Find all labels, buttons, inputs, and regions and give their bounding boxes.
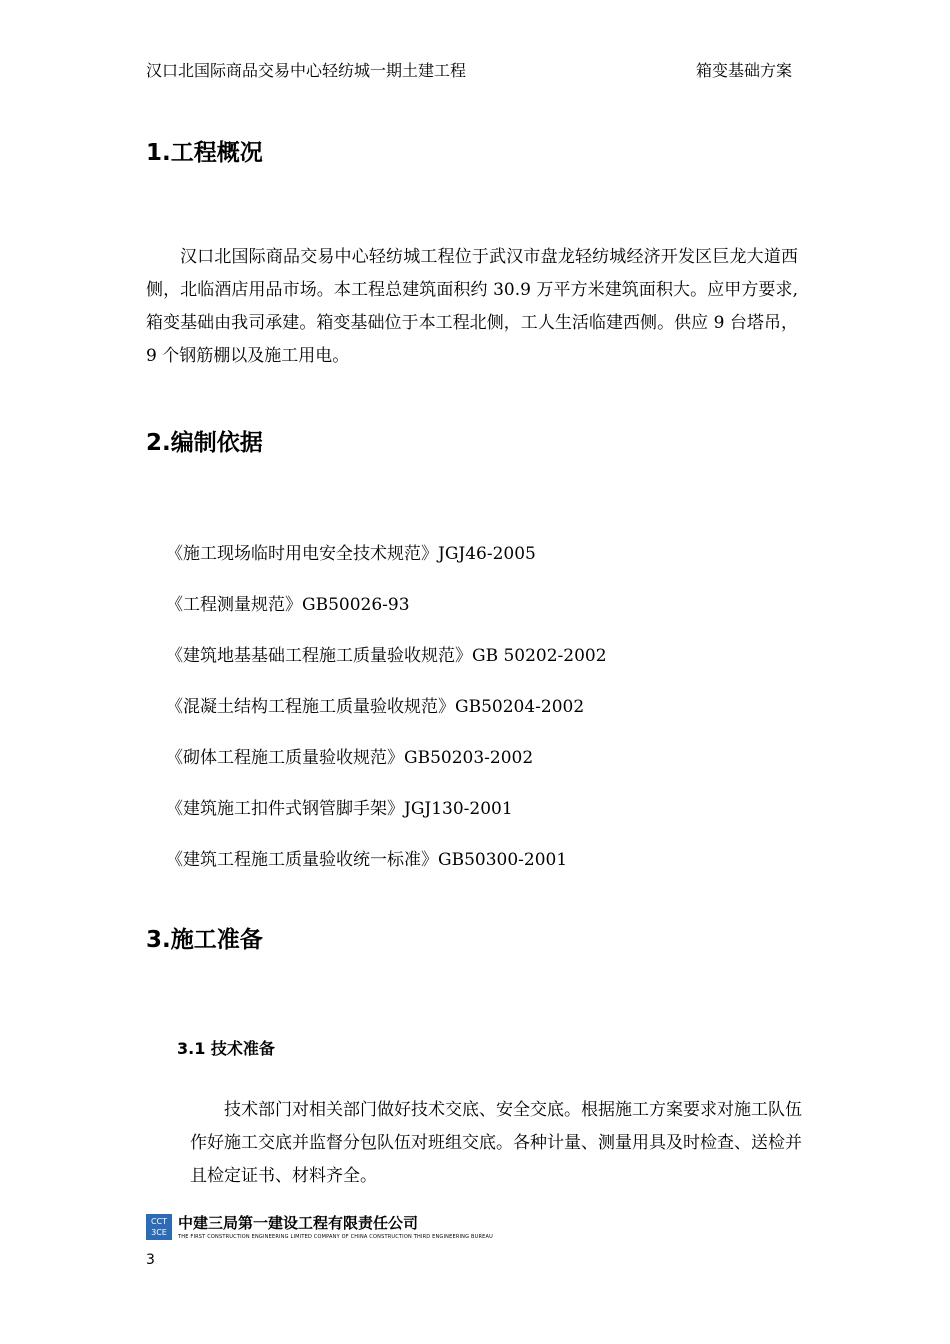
- section-1-paragraph: 汉口北国际商品交易中心轻纺城工程位于武汉市盘龙轻纺城经济开发区巨龙大道西侧，北临酒店用品市场。本工程总建筑面积约 30.9 万平方米建筑面积大。应甲方要求,箱变基础由我司承建。箱变基础位于本工程北侧，工人生活临建西侧。供应 9 台塔吊，9 个钢筋棚以及施工用电。: [146, 247, 798, 366]
- reference-item: 《建筑地基基础工程施工质量验收规范》GB 50202-2002: [166, 646, 607, 666]
- reference-item: 《混凝土结构工程施工质量验收规范》GB50204-2002: [166, 697, 585, 717]
- company-logo: [146, 1214, 493, 1248]
- section-3-1-heading: 3.1 技术准备: [177, 1039, 275, 1058]
- company-logo-icon: CCT 3CE: [146, 1214, 172, 1240]
- header-document-title: 箱变基础方案: [695, 61, 792, 80]
- section-3-heading: 3.施工准备: [146, 927, 263, 953]
- reference-item: 《建筑施工扣件式钢管脚手架》JGJ130-2001: [166, 799, 513, 819]
- reference-item: 《砌体工程施工质量验收规范》GB50203-2002: [166, 748, 534, 768]
- header-project-title: 汉口北国际商品交易中心轻纺城一期土建工程: [146, 61, 467, 80]
- company-name-en: THE FIRST CONSTRUCTION ENGINEERING LIMITED COMPANY OF CHINA CONSTRUCTION THIRD ENGINEERING BUREAU: [178, 1234, 493, 1240]
- page-number: 3: [146, 1252, 155, 1268]
- reference-item: 《建筑工程施工质量验收统一标准》GB50300-2001: [166, 850, 568, 870]
- reference-item: 《施工现场临时用电安全技术规范》JGJ46-2005: [166, 544, 536, 564]
- section-2-heading: 2.编制依据: [146, 430, 263, 456]
- section-1-heading: 1.工程概况: [146, 140, 263, 166]
- company-name-cn: 中建三局第一建设工程有限责任公司: [178, 1214, 419, 1232]
- section-3-1-paragraph: 技术部门对相关部门做好技术交底、安全交底。根据施工方案要求对施工队伍作好施工交底并监督分包队伍对班组交底。各种计量、测量用具及时检查、送检并且检定证书、材料齐全。: [190, 1100, 802, 1186]
- page-header: [146, 58, 792, 82]
- reference-item: 《工程测量规范》GB50026-93: [166, 595, 410, 615]
